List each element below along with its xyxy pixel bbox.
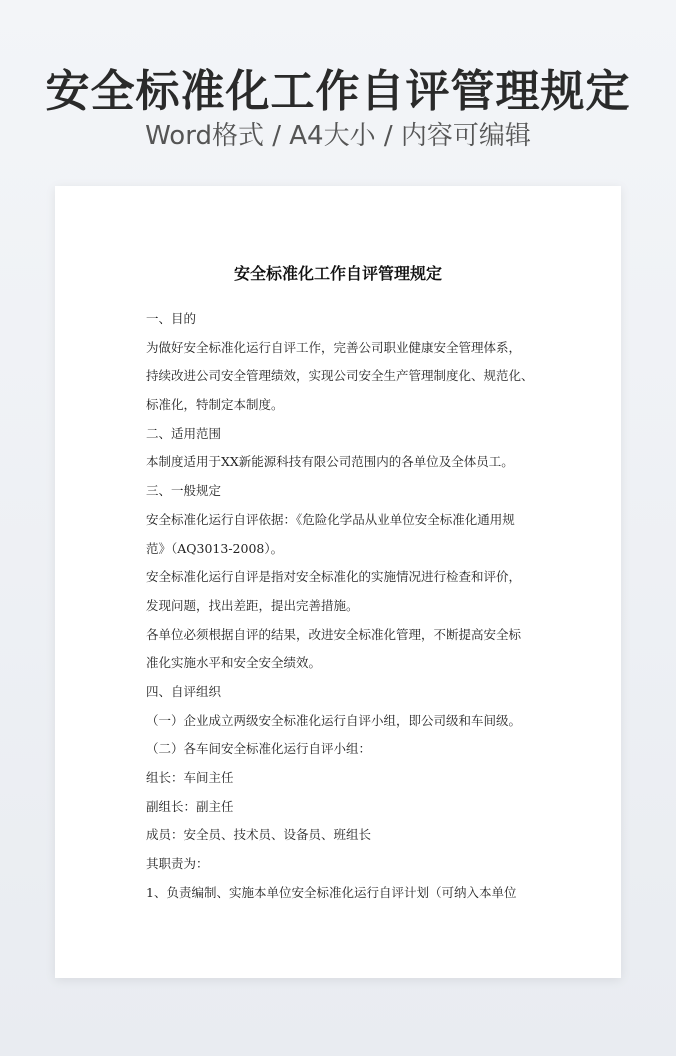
- document-line: 本制度适用于XX新能源科技有限公司范围内的各单位及全体员工。: [146, 454, 514, 470]
- document-line: 四、自评组织: [146, 683, 222, 699]
- document-line: 安全标准化运行自评依据：《危险化学品从业单位安全标准化通用规: [146, 511, 515, 527]
- document-line: 标准化，特制定本制度。: [146, 397, 284, 413]
- document-line: 发现问题，找出差距，提出完善措施。: [146, 597, 359, 613]
- document-line: 安全标准化运行自评是指对安全标准化的实施情况进行检查和评价，: [146, 569, 522, 585]
- document-line: 准化实施水平和安全安全绩效。: [146, 655, 322, 671]
- document-line: 成员：安全员、技术员、设备员、班组长: [146, 827, 372, 843]
- document-line: 组长：车间主任: [146, 770, 234, 785]
- document-line: 三、一般规定: [146, 483, 222, 499]
- document-line: 各单位必须根据自评的结果，改进安全标准化管理，不断提高安全标: [146, 626, 522, 642]
- document-page: [55, 186, 621, 978]
- banner: [0, 0, 676, 180]
- document-line: （一）企业成立两级安全标准化运行自评小组，即公司级和车间级。: [146, 712, 522, 728]
- banner-subtitle: Word格式 / A4大小 / 内容可编辑: [145, 121, 531, 151]
- banner-title: 安全标准化工作自评管理规定: [45, 66, 631, 117]
- document-line: 1、负责编制、实施本单位安全标准化运行自评计划（可纳入本单位: [146, 884, 517, 900]
- document-line: 持续改进公司安全管理绩效，实现公司安全生产管理制度化、规范化、: [146, 368, 534, 384]
- document-title: 安全标准化工作自评管理规定: [233, 264, 442, 283]
- document-line: 一、目的: [146, 311, 197, 326]
- document-line: 二、适用范围: [146, 425, 222, 441]
- document-line: （二）各车间安全标准化运行自评小组：: [146, 741, 372, 757]
- document-line: 副组长：副主任: [146, 798, 234, 814]
- document-line: 为做好安全标准化运行自评工作，完善公司职业健康安全管理体系，: [146, 339, 522, 355]
- document-line: 范》（AQ3013-2008）。: [146, 540, 284, 556]
- document-line: 其职责为：: [146, 856, 209, 872]
- document-body: [146, 305, 536, 907]
